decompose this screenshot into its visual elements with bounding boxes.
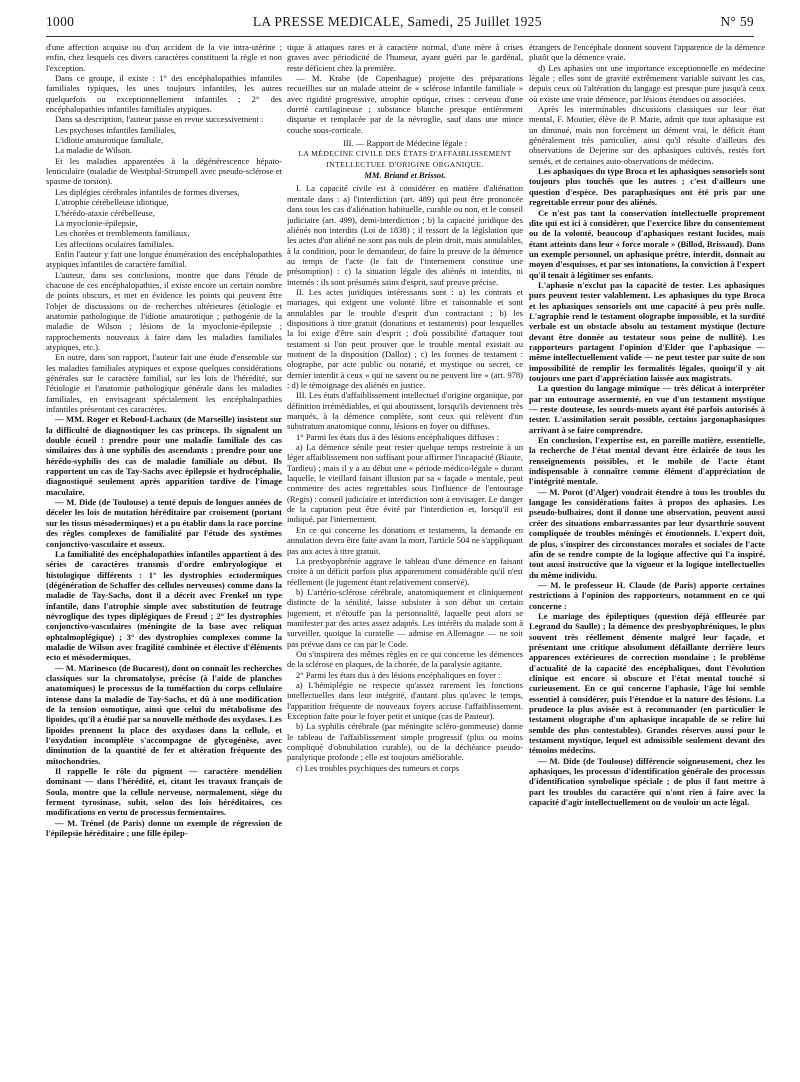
paragraph: 1° Parmi les états dus à des lésions encéphaliques diffuses : — [296, 431, 500, 442]
column-left — [46, 42, 282, 1074]
paragraph: La presbyophrénie aggrave le tableau d'une démence en faisant croire à un déficit parfois plus apparemment considérable qu'il n'est réellement (le jugement étant relativement conservé). — [287, 555, 523, 587]
paragraph: — M. le professeur H. Claude (de Paris) apporte certaines restrictions à l'opinion des rapporteurs, notamment en ce qui concerne : — [529, 579, 765, 611]
paragraph: b) La syphilis cérébrale (par méningite scléro-gommeuse) donne le tableau de l'affaiblissement simple progressif (plus ou moins compliqué d'obnubilation curable), ou de la déchéance pseudo-paralytique profonde ; elle est toujours améliorable. — [287, 721, 523, 763]
paragraph: Enfin l'auteur y fait une longue énumération des encéphalopathies atypiques infantiles de caractère familial. — [46, 248, 282, 270]
paragraph: En ce qui concerne les donations et testaments, la demande en annulation devra être faite avant la mort, l'article 504 ne s'appliquant pas aux actes à titre gratuit. — [287, 524, 523, 556]
paragraph: II. Les actes juridiques intéressants sont : a) les contrats et mariages, qui exigent une volonté libre et raisonnable et sont annulables par le trouble d'esprit d'un contractant ; b) les dispositions à titre gratuit (donations et testaments) pour lesquelles la loi exige d'être sain d'esprit ; d'où possibilité d'attaquer tout testament si l'on peut prouver que le trouble mental existait au moment de la disposition (Dalloz) ; c) les formes de testament : olographe, par acte public ou notarié, et mystique ou secret, ce dernier interdit à ceux « qui ne savent ou ne peuvent lire » (art. 978) ; d) le témoignage des aliénés en justice. — [287, 286, 523, 390]
paragraph: a) L'hémiplégie ne respecte qu'assez rarement les fonctions intellectuelles dans leur intégrité, d'autant plus qu'avec le temps, l'apparition fréquente de nouveaux foyers accuse l'affaiblissement. Exception faite pour le foyer petit et unique (cas de Pasteur). — [287, 679, 523, 721]
paragraph: 2° Parmi les états dus à des lésions encéphaliques en foyer : — [296, 669, 501, 680]
issue-number: N° 59 — [720, 14, 754, 29]
header-rule — [46, 36, 754, 37]
paragraph: — MM. Roger et Reboul-Lachaux (de Marseille) insistent sur la difficulté de diagnostiquer les cas princeps. Ils signalent un double écueil : prendre pour une maladie familiale des cas similaires dus à une syphilis des ascendants ; prendre pour une hérédo-syphilis des cas de maladie familiale au début. Ils rapportent un cas de Tay-Sachs avec épilepsie et hydrocéphalie, diagnostiqué seulement après apparition tardive de l'image maculaire. — [46, 414, 282, 497]
paragraph: Dans sa description, l'auteur passe en revue successivement : — [55, 114, 264, 125]
page-header — [46, 14, 754, 34]
list-item: La myoclonie-épilepsie, — [55, 217, 138, 228]
paragraph: La familialité des encéphalopathies infantiles appartient à des séries de caractères transmis d'ordre embryologique et histologique différents : 1° les dystrophies ectodermiques (dégénération de Schaffer des cellules nerveuses) comme dans la maladie de Tay-Sachs, dont il a décrit avec Frenkel un type infantile, dans l'atrophie simple avec substitution de feutrage névroglique des types diplégiques de Freud ; 2° les dystrophies conjonctivo-vasculaires (méningite de la base avec reliquat ophtalmoplégique) ; 3° des dystrophies complexes comme la maladie de Wilson avec fragilité combinée et élective d'éléments ecto et mésodermiques. — [46, 548, 282, 663]
paragraph: b) L'artério-sclérose cérébrale, anatomiquement et cliniquement distincte de la sénilité, laisse subsister à son début un certain jugement, et n'étouffe pas la personnalité, laquelle peut alors se manifester par des actes assez adaptés. Les intérêts du malade sont à surveiller, quoique la curatelle — admise en Allemagne — ne soit pas prévue dans ce cas par le Code. — [287, 586, 523, 649]
page-number: 1000 — [46, 14, 75, 29]
paragraph: Ce n'est pas tant la conservation intellectuelle proprement dite qui est ici à considérer, que l'exercice libre du consentement ou de la volonté, beaucoup d'aphasiques restant lucides, mais étant atteints dans leur « force morale » (Billod, Brissaud). Dans un exemple personnel, un aphasique prétre, interdit, donnait au moyen d'esquisses, et par ses intonations, la conviction à l'expert qu'il tenait à légitimer ses enfants. — [529, 207, 765, 280]
paragraph: Et les maladies apparentées à la dégénérescence hépato-lenticulaire (maladie de Westphal-Strumpell avec pseudo-sclérose et spasme de torsion). — [46, 155, 282, 187]
paragraph: — M. Trénel (de Paris) donne un exemple de régression de l'épilepsie héréditaire ; une fille épilep- — [46, 817, 282, 839]
paragraph: Les diplégies cérébrales infantiles de formes diverses, — [55, 186, 240, 197]
paragraph: Les aphasiques du type Broca et les aphasiques sensoriels sont toujours plus touchés que les autres ; c'est d'ailleurs une question d'espèce. Des paraphasiques ont été pris par une regrettable erreur pour des aliénés. — [529, 166, 765, 208]
paragraph: a) La démence sénile peut rester quelque temps restreinte à un léger affaiblissement non suffisant pour affirmer l'incapacité (Biaute, Tardieu) ; mais il y a au début une « période médico-légale » durant laquelle, le vieillard faisant illusion par sa « façade » mentale, peut commettre des actes regrettables sous l'influence de l'entourage (Regis) : conseil judiciaire et interdiction sont à envisager. Le danger de la captation peut être évité par l'interdiction et, lorsqu'il est indiqué, par l'internement. — [287, 442, 523, 525]
section-subtitle: LA MÉDECINE CIVILE DES ÉTATS D'AFFAIBLISSEMENT INTELLECTUEL D'ORIGINE ORGANIQUE. — [298, 149, 512, 169]
list-item: L'atrophie cérébelleuse idiotique, — [55, 197, 169, 208]
paragraph: étrangers de l'encéphale donnent souvent l'apparence de la démence plutôt que la démence vraie. — [529, 42, 765, 63]
list-item: L'hérédo-ataxie cérébelleuse, — [55, 207, 155, 218]
paragraph: La question du langage mimique — très délicat à interpréter par un entourage assermenté, en vue d'un testament mystique — reste douteuse, les sourds-muets ayant été parfois autorisés à tester. L'assimilation serait possible, certains jargonaphasiques arrivant à se faire comprendre. — [529, 383, 765, 435]
paragraph: d) Les aphasies ont une importance exceptionnelle en médecine légale ; elles sont de gravité extrêmement variable suivant les cas, depuis ceux où l'altération du langage est presque pure jusqu'à ceux où existe une vraie démence, par lésions étendues ou associées. — [529, 62, 765, 104]
section-heading: III. — Rapport de Médecine légale : — [342, 138, 468, 149]
section-authors: MM. Briand et Brissot. — [364, 170, 446, 181]
list-item: La maladie de Wilson. — [55, 145, 132, 156]
paragraph: L'aphasie n'exclut pas la capacité de tester. Les aphasiques purs peuvent tester valablement. Les aphasiques du type Broca et les aphasiques sensoriels ont une capacité à peu près nulle. L'agraphie rend le testament olographe impossible, et la surdité verbale est un obstacle absolu au testament mystique (lecture devant être donnée au testateur sous peine de nullité). Les rapporteurs partagent l'opinion d'Elder que l'aphasique — même intellectuellement valide — ne peut tester par suite de son impossibilité de remplir les formalités légales, quoiqu'il y ait toujours une part d'appréciation laissée aux magistrats. — [529, 279, 765, 383]
paragraph: I. La capacité civile est à considérer en matière d'aliénation mentale dans : a) l'interdiction (art. 489) qui peut être prononcée dans tous les cas d'aliénation habituelle, curable ou non, et le conseil judiciaire (art. 499), demi-interdiction ; b) la capacité juridique des aliénés non interdits (Loi de 1838) ; il ressort de la législation que les actes d'un aliéné ne sont pas nuls de plein droit, mais annulables, à la condition, pour le demandeur, de faire la preuve de la démence au temps de l'acte (le fait de l'internement constitue une présomption) : c) la situation légale des aliénés ni interdits, ni internés : ils sont présumés sains d'esprit, sauf preuve précise. — [287, 183, 523, 287]
paragraph: Après les interminables discussions classiques sur leur état mental, F. Moutier, élève de P. Marie, admit que tout aphasique est un diminué, mais non forcément un dément vrai, le déficit étant généralement très particulier, ainsi qu'il résulte d'ailleurs des observations de Dejerine sur des aphasiques cultivés, restés fort sensés, et de certaines auto-observations de médecins. — [529, 104, 765, 166]
journal-title: LA PRESSE MEDICALE, Samedi, 25 Juillet 1925 — [252, 14, 542, 29]
list-item: Les psychoses infantiles familiales, — [55, 124, 177, 135]
paragraph: Le mariage des épileptiques (question déjà effleurée par Legrand du Saulle) ; la démence des presbyophréniques, le plus souvent très réellement démente malgré leur façade, et présentant une critique absolument défaillante derrière leurs apparences extérieures de correction mondaine ; le problème d'actualité de la capacité des encéphaliques, dont l'évolution clinique est encore si obscure et l'état mental touché si curieusement. En ce qui concerne l'aphasie, l'âge lui semble essentiel à considérer, puis l'étendue et la nature des lésions. La prudence la plus avisée est à recommander (en particulier le testament olographe d'un aphasique incapable de se relire lui semble des plus contestables). Grandes réserves aussi pour le testament mystique, lequel est admissible seulement devant des témoins médecins. — [529, 610, 765, 756]
paragraph: III. Les états d'affaiblissement intellectuel d'origine organique, par définition irrémédiables, et qui aboutissent, lorsqu'ils deviennent très marqués, à la démence complète, sont ceux qui relèvent d'un substratum anatomique connu, lésions en foyer ou diffuses. — [287, 390, 523, 432]
paragraph: — M. Dide (de Toulouse) différencie soigneusement, chez les aphasiques, les processus d'identification générale des processus d'identification symbolique spéciale ; de plus il faut mettre à part les troubles du caractère qui n'ont rien à faire avec la capacité d'agir intellectuellement ou de vouloir un acte légal. — [529, 755, 765, 808]
paragraph: L'auteur, dans ses conclusions, montre que dans l'étude de chacune de ces encéphalopathies, il existe encore un certain nombre de points obscurs, et met en évidence les points qui peuvent être l'objet de discussions ou de recherches ultérieures (étiologie et anatomie pathologique de l'idiotie amaurotique ; pathogénie de la maladie de Wilson ; lésions de la myoclonie-épilepsie ; rapprochements nouveaux à faire dans les maladies familiales atypiques, etc.). — [46, 269, 282, 352]
paragraph: — M. Krabe (de Copenhague) projette des préparations recueillies sur un malade atteint de « sclérose infantile familiale » avec rigidité progressive, atrophie optique, crises : cerveau d'une dureté cartilagineuse ; substance blanche presque entièrement disparue et remplacée par de la névroglie, sauf dans une mince couche sous-corticale. — [287, 73, 523, 135]
paragraph: — M. Porot (d'Alger) voudrait étendre à tous les troubles du langage les considérations faites à propos des aphasies. Les pseudo-bulbaires, dont il donne une observation, peuvent aussi créer des situations embarrassantes par leur dysarthrie souvent compliquée de troubles méningés et émotionnels. L'expert doit, de plus, s'inspirer des circonstances morales et sociales de l'acte afin de se rendre compte de la logique affective qui l'a inspiré, tout aussi instructive que la vigueur et la logique intellectuelles du même individu. — [529, 486, 765, 580]
paragraph: En outre, dans son rapport, l'auteur fait une étude d'ensemble sur les maladies familiales atypiques et expose quelques considérations générales sur le caractère familial, sur les lois de l'hérédité, sur l'étiologie et l'anatomie pathologique générale dans les maladies familiales, en envisageant spécialement les encéphalopathies infantiles présentant ces caractères. — [46, 352, 282, 415]
paragraph: Il rappelle le rôle du pigment — caractère mendélien dominant — dans l'hérédité, et, citant les travaux français de Soula, montre que la cellule nerveuse, normalement, siège du ferment tyrosinase, subit, selon des lois héréditaires, ces modifications en vertu de processus fermentaires. — [46, 766, 282, 818]
paragraph: — M. Marinesco (de Bucarest), dont on connaît les recherches classiques sur la chromatolyse, précise (à l'aide de planches anatomiques) le processus de la tuméfaction du corps cellulaire intense dans la maladie de Tay-Sachs, et dû à une modification de la tension osmotique, ainsi que celui du métabolisme des lipoïdes, qu'il a étudié par sa nouvelle méthode des oxydases. Les lipoïdes prennent la place des oxydases dans la cellule, et l'oxydation incomplète s'accompagne de glycogénèse, avec diminution de la quantité de fer et altération fréquente des mitochondries. — [46, 662, 282, 766]
paragraph: c) Les troubles psychiques des tumeurs et corps — [296, 762, 460, 773]
paragraph: En conclusion, l'expertise est, en pareille matière, essentielle, la recherche de l'état mental devant être éclairée de tous les renseignements possibles, et le mobile de l'acte étant indispensable à connaître comme élément d'appréciation de l'intégrité mentale. — [529, 435, 765, 487]
column-middle — [287, 42, 523, 1074]
paragraph: — M. Dide (de Toulouse) a tenté depuis de longues années de déceler les lois de mutation héréditaire par croisement (portant sur les tissus mésodermiques) et a pu établir dans la race porcine des règles complexes de familialité par l'étude des systèmes conjonctivo-vasculaire et osseux. — [46, 497, 282, 549]
column-right — [529, 42, 765, 1074]
list-item: L'idiotie amaurotique familiale, — [55, 135, 164, 146]
paragraph: On s'inspirera des mêmes règles en ce qui concerne les démences de la sclérose en plaques, de la chorée, de la paralysie agitante. — [287, 648, 523, 670]
paragraph: tique à attaques rares et à caractère normal, d'une mère à crises graves avec périodicité de l'humeur, ayant guéri par le gardénal, reste déficient chez la première. — [287, 42, 523, 73]
paragraph: Dans ce groupe, il existe : 1° des encéphalopathies infantiles familiales typiques, les unes toujours infantiles, les autres quelquefois ou exceptionnellement infantiles ; 2° des encéphalopathies infantiles familiales atypiques. — [46, 73, 282, 115]
paragraph: d'une affection acquise ou d'un accident de la vie intra-utérine ; enfin, chez lesquels ces divers caractères constituent la règle et non l'exception. — [46, 42, 282, 73]
list-item: Les chorées et tremblements familiaux, — [55, 228, 190, 239]
list-item: Les affections oculaires familiales. — [55, 238, 174, 249]
